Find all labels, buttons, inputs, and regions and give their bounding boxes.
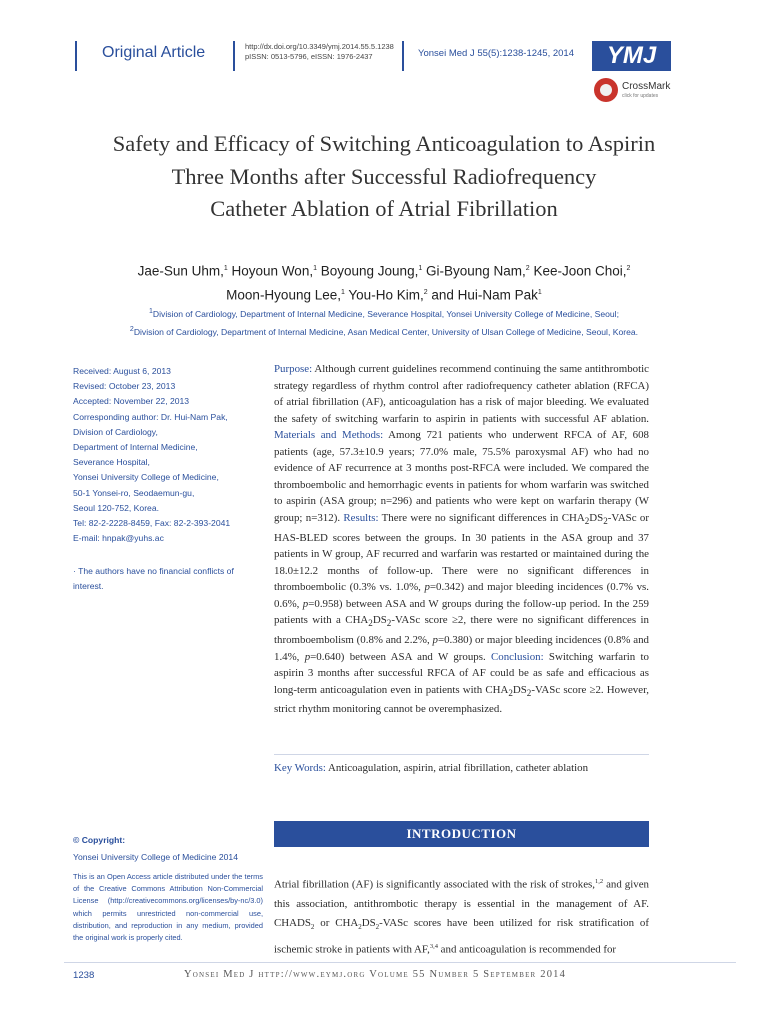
header-right-rule — [402, 41, 404, 71]
issn: pISSN: 0513-5796, eISSN: 1976-2437 — [245, 52, 373, 61]
author: Kee-Joon Choi, — [529, 263, 627, 279]
doi-link[interactable]: http://dx.doi.org/10.3349/ymj.2014.55.5.1238 — [245, 42, 394, 51]
authors-line-2 — [40, 282, 728, 306]
article-type: Original Article — [102, 44, 206, 61]
keywords — [274, 762, 654, 774]
conclusion-text: DS — [512, 683, 527, 696]
subscript: 2 — [375, 922, 380, 931]
ymj-logo[interactable]: YMJ — [592, 41, 671, 71]
address-line: Seoul 120-752, Korea. — [73, 502, 160, 513]
author-affil-mark: 1 — [313, 265, 317, 272]
copyright-holder: Yonsei University College of Medicine 2014 — [73, 852, 238, 862]
author: Jae-Sun Uhm, — [137, 263, 224, 279]
methods-label: Materials and Methods: — [274, 429, 384, 442]
author-list — [40, 258, 728, 306]
subscript: 2 — [508, 687, 513, 698]
intro-text: Atrial fibrillation (AF) is significantly associated with the risk of strokes, — [274, 878, 595, 891]
p-symbol: p — [424, 581, 430, 594]
citation[interactable]: 1,2 — [595, 878, 604, 885]
affiliation-1 — [40, 304, 728, 322]
results-text: =0.958) between ASA and W groups during the follow-up period. In the 259 patients with a CHA — [274, 597, 649, 627]
copyright-heading: © Copyright: — [73, 835, 126, 845]
results-text: =0.342) and major bleeding incidences (0.7% vs. 0.6%, — [274, 581, 649, 610]
results-text: There were no significant differences in CHA — [378, 511, 585, 524]
address-line: Severance Hospital, — [73, 457, 150, 468]
author: Moon-Hyoung Lee, — [226, 287, 341, 303]
methods-text: Among 721 patients who underwent RFCA of AF, 608 patients (age, 57.3±10.9 years; 77.0% male, 75.5% paroxysmal AF) who had no evidence of AF recurrence at 3 months post-RFCA were included. We compared the thromboembolic and hemorrhagic events in patients for whom warfarin was switched to aspirin (ASA group; n=296) and patients who were kept on warfarin therapy (W group; n=312). — [274, 429, 649, 524]
introduction-heading: INTRODUCTION — [274, 821, 649, 847]
accepted-date: Accepted: November 22, 2013 — [73, 396, 190, 407]
running-footer: Yonsei Med J http://www.eymj.org Volume 55 Number 5 September 2014 — [184, 969, 567, 980]
intro-text: DS — [361, 916, 376, 929]
subscript: 2 — [310, 922, 315, 931]
conclusion-text: -VASc score ≥2. However, strict rhythm monitoring cannot be overemphasized. — [274, 683, 649, 716]
author-affil-mark: 2 — [626, 265, 631, 272]
results-text: =0.640) between ASA and W groups. — [310, 650, 486, 663]
address-line: Yonsei University College of Medicine, — [73, 472, 219, 483]
results-text: -VASc or HAS-BLED scores between the groups. In 30 patients in the ASA group and 37 patients in W group, AF recurred and warfarin was restarted or maintained during the 18.0±12.2 months of follow-up. There were no significant differences in thromboembolic (0.3% vs. 1.0%, — [274, 511, 649, 594]
subscript: 2 — [584, 516, 590, 527]
author-affil-mark: 2 — [525, 265, 530, 272]
subscript: 2 — [386, 618, 392, 629]
page-number: 1238 — [73, 970, 95, 981]
affiliations — [40, 304, 728, 340]
results-text: DS — [372, 614, 387, 627]
keywords-label: Key Words: — [274, 762, 326, 774]
affiliation-text: Division of Cardiology, Department of Internal Medicine, Severance Hospital, Yonsei University College of Medicine, Seoul; — [152, 308, 619, 319]
subscript: 2 — [358, 922, 362, 931]
results-text: -VASc score ≥2, there were no significant differences in thromboembolism (0.8% and 2.2%, — [274, 614, 649, 647]
abstract — [274, 361, 649, 718]
article-title — [40, 128, 728, 226]
revised-date: Revised: October 23, 2013 — [73, 381, 176, 392]
crossmark-badge[interactable] — [592, 76, 676, 104]
affil-mark: 2 — [129, 325, 134, 333]
results-text: DS — [589, 511, 604, 524]
subscript: 2 — [526, 687, 532, 698]
conclusion-label: Conclusion: — [490, 650, 544, 663]
address-line: Department of Internal Medicine, — [73, 442, 198, 453]
footer-divider — [64, 962, 736, 963]
p-symbol: p — [432, 634, 438, 647]
crossmark-label: CrossMark — [622, 81, 671, 92]
affiliation-2 — [40, 322, 728, 340]
keywords-text: Anticoagulation, aspirin, atrial fibrillation, catheter ablation — [325, 762, 589, 774]
purpose-label: Purpose: — [274, 363, 313, 375]
author-affil-mark: 1 — [418, 265, 423, 272]
intro-text: or CHA — [314, 916, 359, 929]
journal-reference: Yonsei Med J 55(5):1238-1245, 2014 — [418, 48, 574, 59]
results-text: =0.380) or major bleeding incidences (0.8% and 1.4%, — [274, 634, 649, 663]
author: You-Ho Kim, — [344, 287, 424, 303]
address-line: 50-1 Yonsei-ro, Seodaemun-gu, — [73, 487, 195, 498]
crossmark-icon — [594, 78, 618, 102]
received-date: Received: August 6, 2013 — [73, 366, 171, 376]
authors-line-1 — [40, 258, 728, 282]
purpose-text: Although current guidelines recommend continuing the same antithrombotic strategy regardless of rhythm control after radiofrequency catheter ablation (RFCA) of atrial fibrillation (AF), anticoagulation has a risk of major bleeding. We evaluated the safety of switching warfarin to aspirin in patients with successful AF ablation. — [274, 363, 649, 425]
author-affil-mark: 1 — [341, 289, 345, 296]
author-affil-mark: 1 — [223, 265, 228, 272]
title-line-2: Three Months after Successful Radiofrequency — [171, 163, 597, 189]
affil-mark: 1 — [149, 308, 153, 315]
intro-text: and anticoagulation is recommended for — [437, 943, 617, 956]
conflict-statement: · The authors have no financial conflicts of interest. — [73, 566, 234, 591]
affiliation-text: Division of Cardiology, Department of Internal Medicine, Asan Medical Center, University of Ulsan College of Medicine, Seoul, Korea. — [133, 326, 639, 337]
title-line-3: Catheter Ablation of Atrial Fibrillation — [210, 196, 558, 221]
abstract-divider — [274, 754, 649, 755]
author: and Hui-Nam Pak — [427, 287, 538, 303]
author: Gi-Byoung Nam, — [422, 263, 526, 279]
p-symbol: p — [304, 650, 311, 663]
author-affil-mark: 2 — [423, 289, 428, 296]
p-symbol: p — [302, 597, 309, 610]
author-affil-mark: 1 — [537, 289, 542, 296]
phone-fax: Tel: 82-2-2228-8459, Fax: 82-2-393-2041 — [73, 518, 231, 529]
author: Boyoung Joung, — [317, 263, 419, 279]
header-left-rule — [75, 41, 77, 71]
email[interactable]: E-mail: hnpak@yuhs.ac — [73, 533, 164, 544]
title-line-1: Safety and Efficacy of Switching Anticoagulation to Aspirin — [112, 131, 656, 156]
address-line: Division of Cardiology, — [73, 426, 158, 437]
intro-text: -VASc scores have been utilized for risk stratification of ischemic stroke in patients with AF, — [274, 916, 650, 956]
corresponding-author: Corresponding author: Dr. Hui-Nam Pak, — [73, 411, 228, 422]
subscript: 2 — [603, 516, 608, 527]
doi-block — [245, 42, 394, 62]
subscript: 2 — [368, 618, 373, 629]
header-mid-rule — [233, 41, 235, 71]
crossmark-sublabel: click for updates — [622, 93, 659, 99]
article-info — [73, 364, 248, 546]
citation[interactable]: 3,4 — [429, 942, 438, 950]
license-text: This is an Open Access article distributed under the terms of the Creative Commons Attribution Non-Commercial License (http://creativecommons.org/licenses/by-nc/3.0) which permits unrestricted non-commercial use, distribution, and reproduction in any medium, provided the original work is properly cited. — [73, 872, 263, 943]
results-label: Results: — [343, 511, 379, 524]
conclusion-text: Switching warfarin to aspirin 3 months after successful RFCA of AF could be as safe and efficacious as long-term anticoagulation even in patients with CHA — [274, 650, 649, 696]
author: Hoyoun Won, — [227, 263, 314, 279]
intro-text: and given this association, antithrombotic therapy is essential in the management of AF. CHADS — [274, 878, 649, 929]
introduction-text — [274, 872, 649, 959]
